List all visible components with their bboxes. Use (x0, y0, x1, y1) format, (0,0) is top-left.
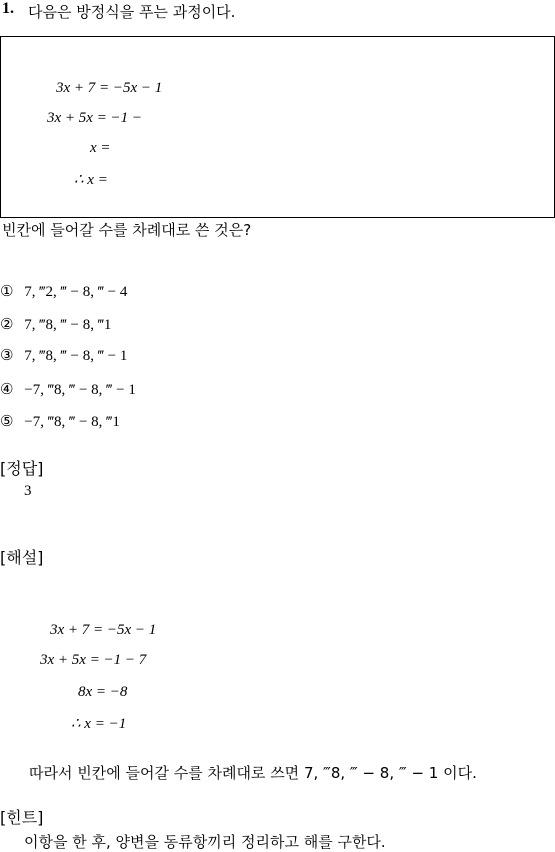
question-text: 다음은 방정식을 푸는 과정이다. (28, 3, 236, 21)
explanation-equation-2: 3x + 5x = −1 − 7 (40, 652, 147, 668)
explanation-equation-4: ∴ x = −1 (71, 716, 127, 732)
hint-text: 이항을 한 후, 양변을 동류항끼리 정리하고 해를 구한다. (24, 833, 386, 851)
box-equation-1: 3x + 7 = −5x − 1 (56, 80, 163, 96)
answer-value: 3 (24, 483, 32, 499)
choice-5-text: −7, ‴8, ‴ − 8, ‴1 (24, 414, 120, 430)
box-equation-4: ∴ x = (74, 172, 108, 188)
explanation-equation-1: 3x + 7 = −5x − 1 (50, 622, 157, 638)
choice-4-marker: ④ (0, 380, 14, 398)
explanation-conclusion: 따라서 빈칸에 들어갈 수를 차례대로 쓰면 7, ‴8, ‴ − 8, ‴ − 1 이다. (29, 764, 477, 782)
choice-4[interactable] (0, 380, 136, 399)
choice-5[interactable] (0, 412, 120, 431)
choice-2-text: 7, ‴8, ‴ − 8, ‴1 (24, 317, 112, 333)
box-equation-2: 3x + 5x = −1 − (47, 110, 143, 126)
choice-2[interactable] (0, 315, 111, 334)
choice-1-marker: ① (0, 282, 14, 300)
answer-label: [정답] (0, 459, 44, 478)
choice-2-marker: ② (0, 315, 14, 333)
choice-1[interactable] (0, 282, 127, 301)
choice-3-marker: ③ (0, 346, 14, 364)
equation-box (0, 36, 555, 218)
choice-3[interactable] (0, 346, 127, 365)
explanation-equation-3: 8x = −8 (78, 684, 128, 700)
box-equation-3: x = (90, 140, 111, 156)
choice-1-text: 7, ‴2, ‴ − 8, ‴ − 4 (24, 284, 128, 300)
choice-5-marker: ⑤ (0, 412, 14, 430)
choice-3-text: 7, ‴8, ‴ − 8, ‴ − 1 (24, 348, 128, 364)
hint-label: [힌트] (0, 808, 44, 827)
choice-4-text: −7, ‴8, ‴ − 8, ‴ − 1 (24, 382, 136, 398)
question-prompt: 빈칸에 들어갈 수를 차례대로 쓴 것은? (2, 221, 252, 239)
question-number: 1. (2, 0, 14, 17)
explanation-label: [해설] (0, 548, 44, 567)
